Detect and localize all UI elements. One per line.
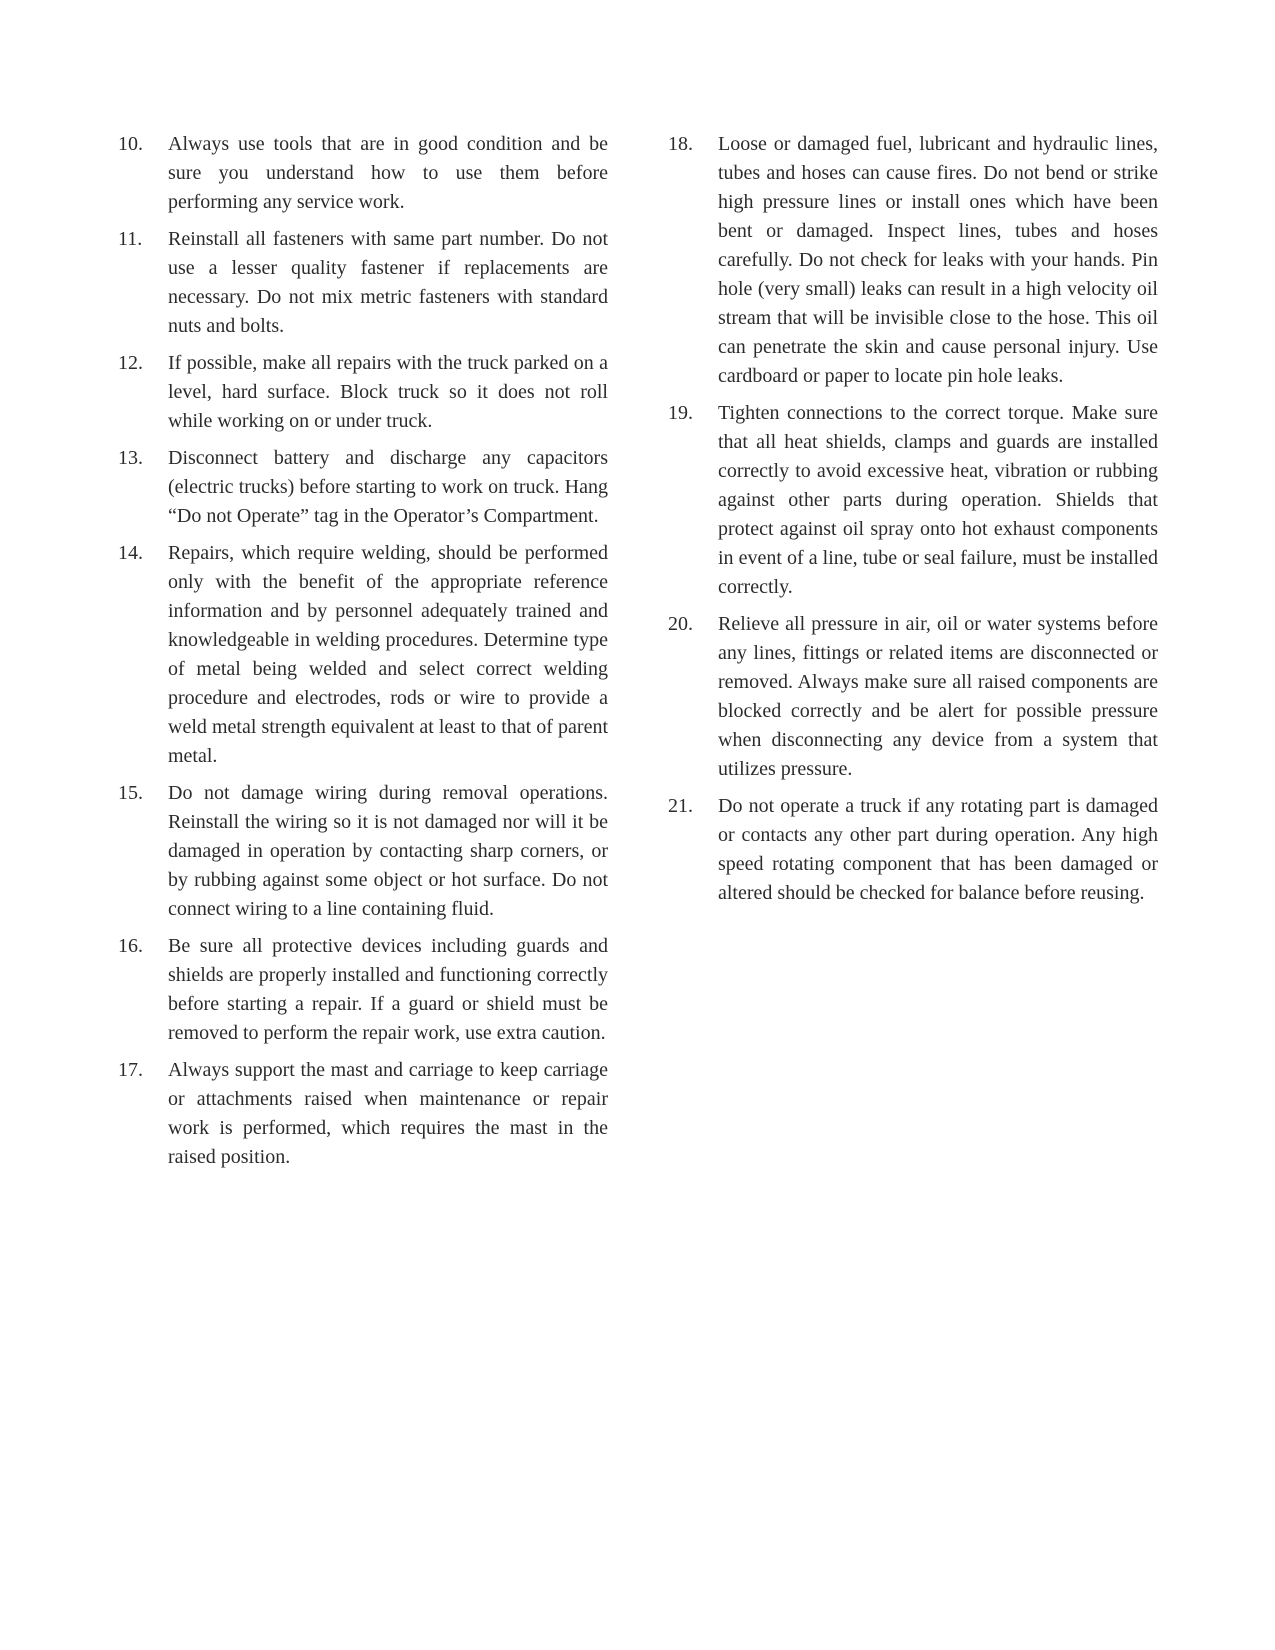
item-number: 19. [668, 402, 693, 424]
item-number: 18. [668, 133, 693, 155]
item-text: Tighten connections to the correct torque. Make sure that all heat shields, clamps and guards are installed correctly to avoid excessive heat, vibration or rubbing against other parts during operation. Shields that protect against oil spray onto hot exhaust components in event of a line, tube or seal failure, must be installed correctly. [718, 402, 1158, 598]
item-number: 13. [118, 447, 143, 469]
item-text: Always support the mast and carriage to keep carriage or attachments raised when maintenance or repair work is performed, which requires the mast in the raised position. [168, 1059, 608, 1168]
list-item-12 [118, 349, 608, 436]
list-item-14 [118, 539, 608, 771]
list-item-18 [668, 130, 1158, 391]
list-item-16 [118, 932, 608, 1048]
list-item-19 [668, 399, 1158, 602]
item-number: 12. [118, 352, 143, 374]
left-column [118, 130, 608, 1180]
item-text: Do not damage wiring during removal operations. Reinstall the wiring so it is not damaged nor will it be damaged in operation by contacting sharp corners, or by rubbing against some object or hot surface. Do not connect wiring to a line containing fluid. [168, 782, 608, 920]
item-number: 11. [118, 228, 143, 250]
item-text: Be sure all protective devices including guards and shields are properly installed and functioning correctly before starting a repair. If a guard or shield must be removed to perform the repair work, use extra caution. [168, 935, 608, 1044]
list-item-10 [118, 130, 608, 217]
item-number: 21. [668, 795, 693, 817]
item-number: 20. [668, 613, 693, 635]
list-item-21 [668, 792, 1158, 908]
list-item-17 [118, 1056, 608, 1172]
list-item-15 [118, 779, 608, 924]
item-text: Always use tools that are in good condition and be sure you understand how to use them before performing any service work. [168, 133, 608, 213]
list-item-20 [668, 610, 1158, 784]
item-text: Reinstall all fasteners with same part number. Do not use a lesser quality fastener if replacements are necessary. Do not mix metric fasteners with standard nuts and bolts. [168, 228, 608, 337]
list-item-13 [118, 444, 608, 531]
right-column [668, 130, 1158, 916]
item-number: 16. [118, 935, 143, 957]
item-text: Do not operate a truck if any rotating part is damaged or contacts any other part during operation. Any high speed rotating component that has been damaged or altered should be checked for balance before reusing. [718, 795, 1158, 904]
item-number: 15. [118, 782, 143, 804]
item-text: Disconnect battery and discharge any capacitors (electric trucks) before starting to work on truck. Hang “Do not Operate” tag in the Operator’s Compartment. [168, 447, 608, 527]
item-text: Relieve all pressure in air, oil or water systems before any lines, fittings or related items are disconnected or removed. Always make sure all raised components are blocked correctly and be alert for possible pressure when disconnecting any device from a system that utilizes pressure. [718, 613, 1158, 780]
item-text: Repairs, which require welding, should be performed only with the benefit of the appropriate reference information and by personnel adequately trained and knowledgeable in welding procedures. Determine type of metal being welded and select correct welding procedure and electrodes, rods or wire to provide a weld metal strength equivalent at least to that of parent metal. [168, 542, 608, 767]
list-item-11 [118, 225, 608, 341]
item-number: 10. [118, 133, 143, 155]
item-text: Loose or damaged fuel, lubricant and hydraulic lines, tubes and hoses can cause fires. Do not bend or strike high pressure lines or install ones which have been bent or damaged. Inspect lines, tubes and hoses carefully. Do not check for leaks with your hands. Pin hole (very small) leaks can result in a high velocity oil stream that will be invisible close to the hose. This oil can penetrate the skin and cause personal injury. Use cardboard or paper to locate pin hole leaks. [718, 133, 1158, 387]
item-number: 17. [118, 1059, 143, 1081]
item-number: 14. [118, 542, 143, 564]
item-text: If possible, make all repairs with the truck parked on a level, hard surface. Block truck so it does not roll while working on or under truck. [168, 352, 608, 432]
